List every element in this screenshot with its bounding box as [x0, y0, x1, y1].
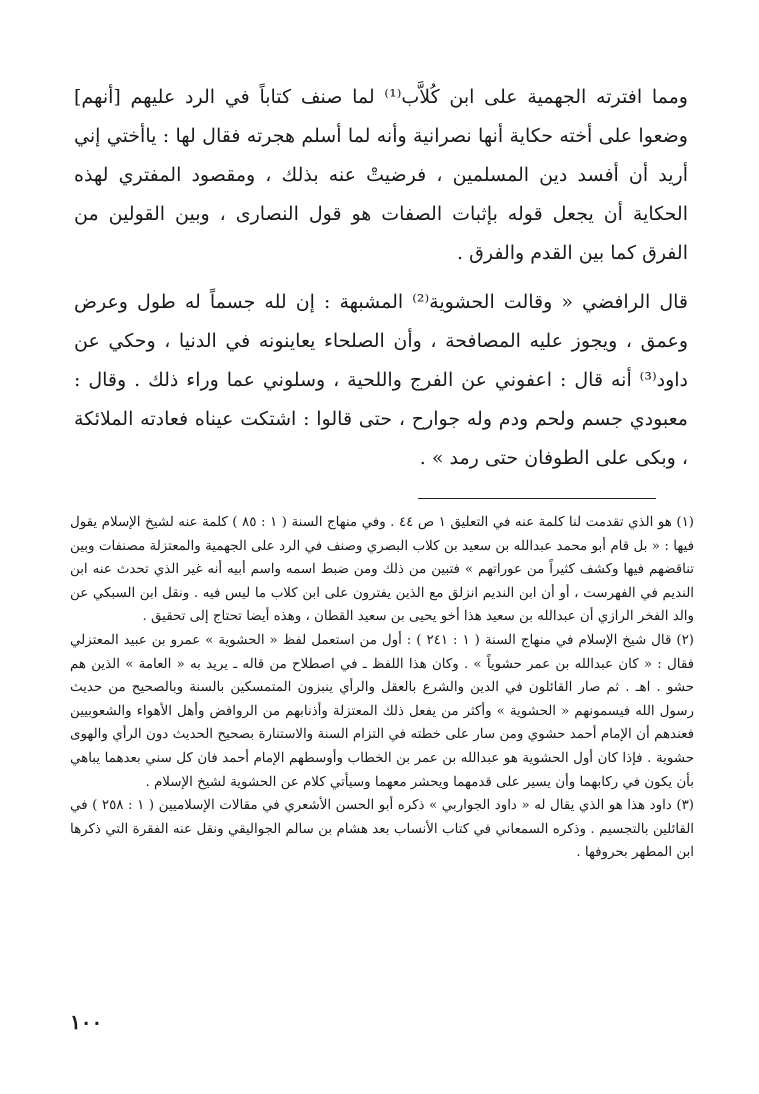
paragraph-text: قال الرافضي « وقالت الحشوية⁽²⁾ المشبهة : إن لله جسماً له طول وعرض وعمق ، ويجوز عليه المصافحة ، وأن الصلحاء يعاينونه في الدنيا ، وحكي عن داود⁽³⁾ أنه قال : اعفوني عن الفرج واللحية ، وسلوني عما وراء ذلك . وقال : معبودي جسم ولحم ودم وله جوارح ، حتى قالوا : اشتكت عيناه فعادته الملائكة ، وبكى على الطوفان حتى رمد » . — [74, 291, 688, 469]
footnotes-section — [70, 511, 694, 865]
footnote-3: (٣) داود هذا هو الذي يقال له « داود الجواربي » ذكره أبو الحسن الأشعري في مقالات الإسلاميين ( ١ : ٢٥٨ ) في القائلين بالتجسيم . وذكره السمعاني في كتاب الأنساب بعد هشام بن سالم الجواليقي ونقل عنه الفقرة التي ذكرها ابن المطهر بحروفها . — [70, 798, 694, 861]
footnote-1: (١) هو الذي تقدمت لنا كلمة عنه في التعليق ١ ص ٤٤ . وفي منهاج السنة ( ١ : ٨٥ ) كلمة عنه لشيخ الإسلام يقول فيها : « بل قام أبو محمد عبدالله بن سعيد بن كلاب البصري وصنف في الرد على الجهمية والمعتزلة مصنفات وبين تناقضهم فيها وكشف كثيراً من عوراتهم » فتبين من ذلك ومن ضبط اسمه واسم أبيه أنه غير الذي تحدث عنه ابن النديم في الفهرست ، أو أن ابن النديم انزلق مع الذين يفترون على ابن كلاب ما ليس فيه . ونقل ابن السبكي عن والد الفخر الرازي أن عبدالله بن سعيد هذا أخو يحيى بن سعيد القطان ، وهذه أيضا تحتاج إلى تحقيق . — [70, 515, 695, 625]
page-number: ١٠٠ — [70, 1010, 103, 1034]
main-paragraph-2 — [74, 283, 688, 478]
paragraph-text: ومما افترته الجهمية على ابن كُلاَّب⁽¹⁾ لما صنف كتاباً في الرد عليهم [أنهم] وضعوا على أخته حكاية أنها نصرانية وأنه لما أسلم هجرته فقال لها : ياأختي إني أريد أن أفسد دين المسلمين ، فرضيتْ عنه بذلك ، ومقصود المفتري لهذه الحكاية أن يجعل قوله بإثبات الصفات هو قول النصارى ، وبين القولين من الفرق كما بين القدم والفرق . — [74, 86, 688, 264]
footnote-2: (٢) قال شيخ الإسلام في منهاج السنة ( ١ : ٢٤١ ) : أول من استعمل لفظ « الحشوية » عمرو بن عبيد المعتزلي فقال : « كان عبدالله بن عمر حشوياً » . وكان هذا اللفظ ـ في اصطلاح من قاله ـ يريد به « العامة » الذين هم حشو . اهـ . ثم صار القائلون في الدين والشرع بالعقل والرأي ينبزون المتمسكين بالسنة وبالصحيح من حديث رسول الله فيسمونهم « الحشوية » وأكثر من يفعل ذلك المعتزلة وأذنابهم من الروافض وأهل الأهواء والشعوبيين فعندهم أن الإمام أحمد حشوي ومن سار على خطته في التزام السنة والاستنارة بصحيح الحديث دون الرأي والهوى حشوية . فإذا كان أول الحشوية هو عبدالله بن عمر بن الخطاب وأوسطهم الإمام أحمد فان كل سني بعدهما يباهي بأن يكون في ركابهما وأن يسير على قدمهما ويحشر معهما وسيأتي كلام عن الحشوية لشيخ الإسلام . — [70, 632, 694, 790]
main-paragraph-1 — [74, 78, 688, 273]
footnote-separator — [418, 498, 656, 499]
